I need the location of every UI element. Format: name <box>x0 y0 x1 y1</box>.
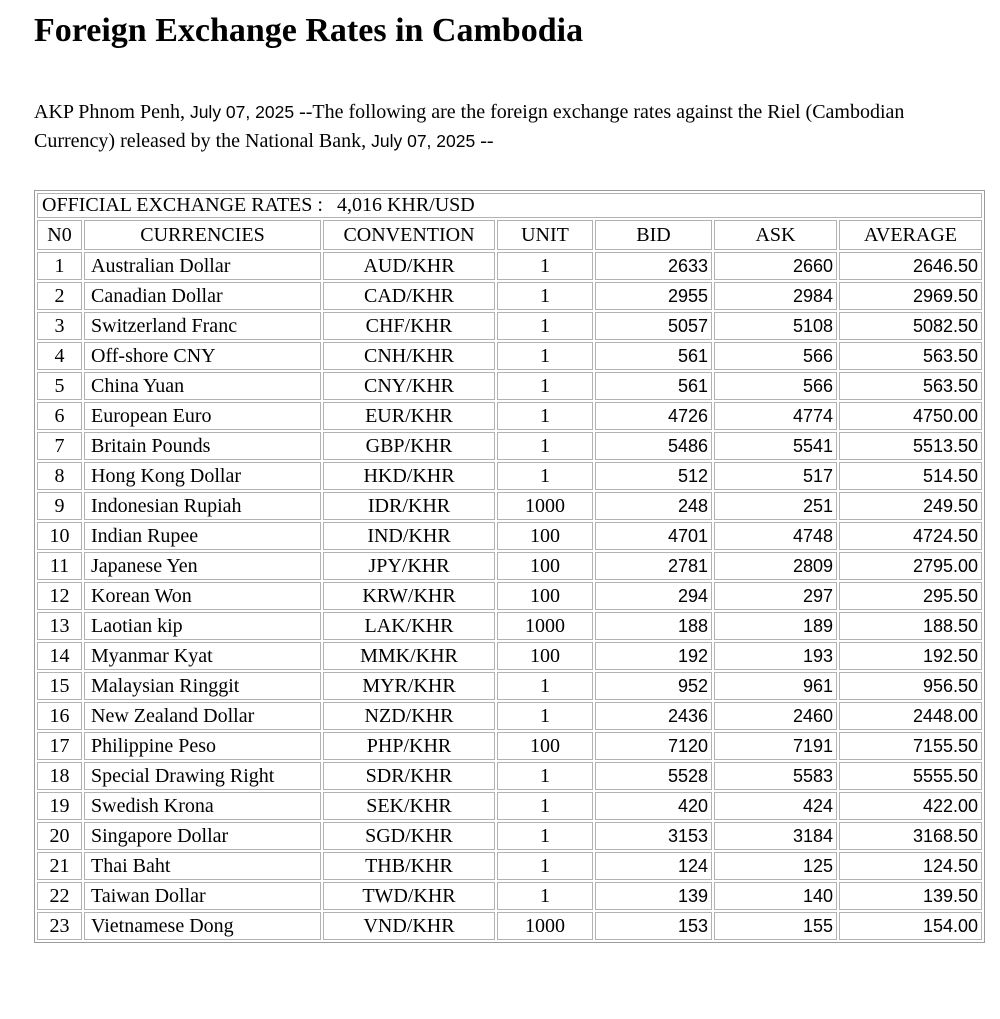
page-title: Foreign Exchange Rates in Cambodia <box>34 12 584 49</box>
average-value: 4750.00 <box>839 402 982 430</box>
bid-value: 153 <box>595 912 712 940</box>
unit: 1000 <box>497 912 593 940</box>
ask-value: 297 <box>714 582 837 610</box>
average-value: 5555.50 <box>839 762 982 790</box>
table-row <box>37 732 982 760</box>
table-row <box>37 372 982 400</box>
average-value: 139.50 <box>839 882 982 910</box>
column-header-currencies: CURRENCIES <box>84 220 321 250</box>
average-value: 4724.50 <box>839 522 982 550</box>
average-value: 188.50 <box>839 612 982 640</box>
bid-value: 188 <box>595 612 712 640</box>
average-value: 124.50 <box>839 852 982 880</box>
bid-value: 952 <box>595 672 712 700</box>
ask-value: 251 <box>714 492 837 520</box>
table-row <box>37 822 982 850</box>
currency-name: Hong Kong Dollar <box>84 462 321 490</box>
convention: TWD/KHR <box>323 882 495 910</box>
currency-name: Singapore Dollar <box>84 822 321 850</box>
bid-value: 124 <box>595 852 712 880</box>
row-number: 12 <box>37 582 82 610</box>
convention: EUR/KHR <box>323 402 495 430</box>
unit: 1 <box>497 282 593 310</box>
official-rate-value: 4,016 KHR/USD <box>336 194 475 216</box>
average-value: 154.00 <box>839 912 982 940</box>
currency-name: Swedish Krona <box>84 792 321 820</box>
table-row <box>37 402 982 430</box>
bid-value: 248 <box>595 492 712 520</box>
convention: THB/KHR <box>323 852 495 880</box>
row-number: 8 <box>37 462 82 490</box>
currency-name: Japanese Yen <box>84 552 321 580</box>
average-value: 5082.50 <box>839 312 982 340</box>
currency-name: Taiwan Dollar <box>84 882 321 910</box>
bid-value: 139 <box>595 882 712 910</box>
table-row <box>37 672 982 700</box>
convention: VND/KHR <box>323 912 495 940</box>
average-value: 295.50 <box>839 582 982 610</box>
bid-value: 294 <box>595 582 712 610</box>
table-row <box>37 882 982 910</box>
official-rate-cell <box>37 193 982 218</box>
official-rate-label: OFFICIAL EXCHANGE RATES : <box>42 194 323 216</box>
bid-value: 4726 <box>595 402 712 430</box>
convention: SEK/KHR <box>323 792 495 820</box>
currency-name: New Zealand Dollar <box>84 702 321 730</box>
intro-text-segment: July 07, 2025 <box>371 131 476 151</box>
bid-value: 2436 <box>595 702 712 730</box>
average-value: 563.50 <box>839 372 982 400</box>
row-number: 20 <box>37 822 82 850</box>
ask-value: 5108 <box>714 312 837 340</box>
ask-value: 566 <box>714 372 837 400</box>
intro-text-segment: --The following are the foreign exchange rates against the Riel (Cambodian Currency) released by the National Bank, <box>34 101 905 152</box>
convention: LAK/KHR <box>323 612 495 640</box>
currency-name: China Yuan <box>84 372 321 400</box>
currency-name: Indonesian Rupiah <box>84 492 321 520</box>
bid-value: 2781 <box>595 552 712 580</box>
unit: 100 <box>497 732 593 760</box>
ask-value: 2460 <box>714 702 837 730</box>
row-number: 21 <box>37 852 82 880</box>
row-number: 10 <box>37 522 82 550</box>
table-header-row <box>37 220 982 250</box>
average-value: 192.50 <box>839 642 982 670</box>
average-value: 5513.50 <box>839 432 982 460</box>
bid-value: 4701 <box>595 522 712 550</box>
intro-paragraph <box>34 98 952 156</box>
exchange-rates-table <box>34 190 985 943</box>
row-number: 15 <box>37 672 82 700</box>
unit: 100 <box>497 582 593 610</box>
unit: 1000 <box>497 612 593 640</box>
currency-name: Malaysian Ringgit <box>84 672 321 700</box>
currency-name: Indian Rupee <box>84 522 321 550</box>
unit: 1 <box>497 672 593 700</box>
currency-name: Switzerland Franc <box>84 312 321 340</box>
average-value: 956.50 <box>839 672 982 700</box>
currency-name: Australian Dollar <box>84 252 321 280</box>
average-value: 3168.50 <box>839 822 982 850</box>
average-value: 2795.00 <box>839 552 982 580</box>
ask-value: 7191 <box>714 732 837 760</box>
convention: KRW/KHR <box>323 582 495 610</box>
unit: 1 <box>497 252 593 280</box>
unit: 1 <box>497 792 593 820</box>
average-value: 7155.50 <box>839 732 982 760</box>
average-value: 2646.50 <box>839 252 982 280</box>
row-number: 6 <box>37 402 82 430</box>
ask-value: 3184 <box>714 822 837 850</box>
convention: CHF/KHR <box>323 312 495 340</box>
unit: 100 <box>497 642 593 670</box>
bid-value: 3153 <box>595 822 712 850</box>
ask-value: 140 <box>714 882 837 910</box>
currency-name: Off-shore CNY <box>84 342 321 370</box>
intro-text-segment: AKP Phnom Penh, <box>34 101 190 123</box>
bid-value: 5057 <box>595 312 712 340</box>
table-row <box>37 852 982 880</box>
row-number: 7 <box>37 432 82 460</box>
currency-name: Laotian kip <box>84 612 321 640</box>
bid-value: 2955 <box>595 282 712 310</box>
table-row <box>37 252 982 280</box>
row-number: 9 <box>37 492 82 520</box>
ask-value: 2809 <box>714 552 837 580</box>
currency-name: Myanmar Kyat <box>84 642 321 670</box>
column-header-convention: CONVENTION <box>323 220 495 250</box>
bid-value: 5486 <box>595 432 712 460</box>
ask-value: 4748 <box>714 522 837 550</box>
row-number: 13 <box>37 612 82 640</box>
table-row <box>37 492 982 520</box>
convention: AUD/KHR <box>323 252 495 280</box>
unit: 100 <box>497 552 593 580</box>
row-number: 16 <box>37 702 82 730</box>
currency-name: Britain Pounds <box>84 432 321 460</box>
convention: HKD/KHR <box>323 462 495 490</box>
row-number: 23 <box>37 912 82 940</box>
currency-name: Vietnamese Dong <box>84 912 321 940</box>
ask-value: 5541 <box>714 432 837 460</box>
ask-value: 2660 <box>714 252 837 280</box>
column-header-bid: BID <box>595 220 712 250</box>
convention: IDR/KHR <box>323 492 495 520</box>
table-row <box>37 702 982 730</box>
ask-value: 517 <box>714 462 837 490</box>
intro-text-segment: July 07, 2025 <box>189 102 295 122</box>
table-row <box>37 552 982 580</box>
ask-value: 961 <box>714 672 837 700</box>
table-row <box>37 462 982 490</box>
row-number: 2 <box>37 282 82 310</box>
column-header-average: AVERAGE <box>839 220 982 250</box>
ask-value: 193 <box>714 642 837 670</box>
convention: SDR/KHR <box>323 762 495 790</box>
official-rate-row <box>37 193 982 218</box>
table-row <box>37 612 982 640</box>
row-number: 18 <box>37 762 82 790</box>
average-value: 2448.00 <box>839 702 982 730</box>
bid-value: 561 <box>595 342 712 370</box>
column-header-ask: ASK <box>714 220 837 250</box>
column-header-n0: N0 <box>37 220 82 250</box>
bid-value: 561 <box>595 372 712 400</box>
unit: 1 <box>497 822 593 850</box>
ask-value: 566 <box>714 342 837 370</box>
bid-value: 512 <box>595 462 712 490</box>
row-number: 14 <box>37 642 82 670</box>
table-row <box>37 432 982 460</box>
bid-value: 420 <box>595 792 712 820</box>
convention: GBP/KHR <box>323 432 495 460</box>
row-number: 22 <box>37 882 82 910</box>
unit: 1 <box>497 402 593 430</box>
currency-name: Korean Won <box>84 582 321 610</box>
table-row <box>37 342 982 370</box>
average-value: 422.00 <box>839 792 982 820</box>
table-row <box>37 522 982 550</box>
convention: CNH/KHR <box>323 342 495 370</box>
unit: 1 <box>497 462 593 490</box>
unit: 1 <box>497 882 593 910</box>
unit: 1000 <box>497 492 593 520</box>
convention: CAD/KHR <box>323 282 495 310</box>
column-header-unit: UNIT <box>497 220 593 250</box>
ask-value: 5583 <box>714 762 837 790</box>
unit: 100 <box>497 522 593 550</box>
row-number: 4 <box>37 342 82 370</box>
ask-value: 2984 <box>714 282 837 310</box>
convention: IND/KHR <box>323 522 495 550</box>
convention: MYR/KHR <box>323 672 495 700</box>
currency-name: European Euro <box>84 402 321 430</box>
row-number: 11 <box>37 552 82 580</box>
currency-name: Special Drawing Right <box>84 762 321 790</box>
unit: 1 <box>497 432 593 460</box>
ask-value: 155 <box>714 912 837 940</box>
average-value: 2969.50 <box>839 282 982 310</box>
average-value: 514.50 <box>839 462 982 490</box>
unit: 1 <box>497 342 593 370</box>
row-number: 3 <box>37 312 82 340</box>
table-row <box>37 582 982 610</box>
row-number: 19 <box>37 792 82 820</box>
row-number: 5 <box>37 372 82 400</box>
table-row <box>37 642 982 670</box>
ask-value: 189 <box>714 612 837 640</box>
unit: 1 <box>497 702 593 730</box>
average-value: 563.50 <box>839 342 982 370</box>
ask-value: 4774 <box>714 402 837 430</box>
convention: SGD/KHR <box>323 822 495 850</box>
unit: 1 <box>497 312 593 340</box>
ask-value: 424 <box>714 792 837 820</box>
currency-name: Philippine Peso <box>84 732 321 760</box>
bid-value: 5528 <box>595 762 712 790</box>
ask-value: 125 <box>714 852 837 880</box>
convention: NZD/KHR <box>323 702 495 730</box>
table-row <box>37 912 982 940</box>
row-number: 17 <box>37 732 82 760</box>
currency-name: Thai Baht <box>84 852 321 880</box>
bid-value: 192 <box>595 642 712 670</box>
table-row <box>37 792 982 820</box>
unit: 1 <box>497 762 593 790</box>
table-row <box>37 282 982 310</box>
convention: MMK/KHR <box>323 642 495 670</box>
table-row <box>37 312 982 340</box>
convention: CNY/KHR <box>323 372 495 400</box>
convention: JPY/KHR <box>323 552 495 580</box>
currency-name: Canadian Dollar <box>84 282 321 310</box>
convention: PHP/KHR <box>323 732 495 760</box>
bid-value: 7120 <box>595 732 712 760</box>
bid-value: 2633 <box>595 252 712 280</box>
row-number: 1 <box>37 252 82 280</box>
unit: 1 <box>497 372 593 400</box>
unit: 1 <box>497 852 593 880</box>
intro-text-segment: -- <box>475 130 494 152</box>
table-row <box>37 762 982 790</box>
average-value: 249.50 <box>839 492 982 520</box>
